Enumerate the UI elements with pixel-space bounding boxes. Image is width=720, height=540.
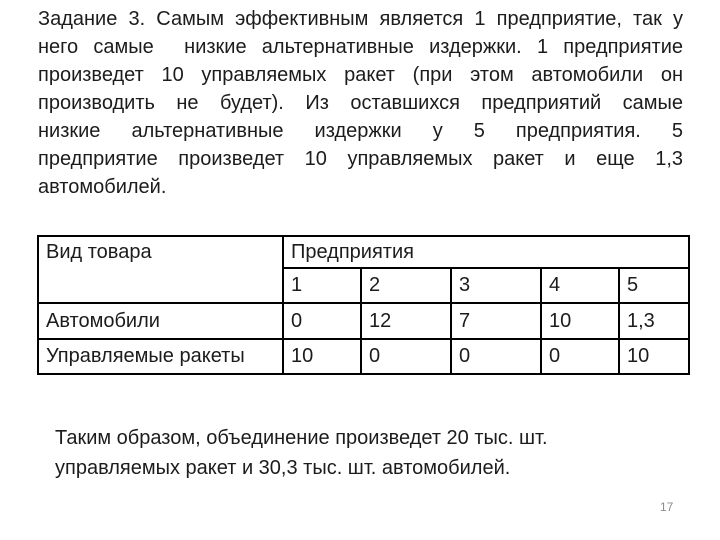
intro-line: автомобилей. xyxy=(38,176,167,198)
intro-paragraph xyxy=(38,5,683,201)
production-table xyxy=(37,235,690,375)
conclusion-line: управляемых ракет и 30,3 тыс. шт. автомобилей. xyxy=(55,457,511,479)
enterprise-number-cell: 2 xyxy=(361,268,451,303)
table-row-guided-missiles xyxy=(38,339,689,374)
enterprise-number-cell: 3 xyxy=(451,268,541,303)
table-row-automobiles xyxy=(38,303,689,339)
enterprise-number-cell: 4 xyxy=(541,268,619,303)
goods-type-header: Вид товара xyxy=(38,236,283,303)
missiles-value-cell: 10 xyxy=(283,339,361,374)
intro-line: него самые низкие альтернативные издержки. 1 предприятие xyxy=(38,36,683,58)
enterprises-header: Предприятия xyxy=(283,236,689,268)
page-number: 17 xyxy=(660,500,674,514)
enterprise-number-cell: 1 xyxy=(283,268,361,303)
intro-line: произведет 10 управляемых ракет (при этом автомобили он xyxy=(38,64,683,86)
missiles-value-cell: 10 xyxy=(619,339,689,374)
conclusion-line: Таким образом, объединение произведет 20 тыс. шт. xyxy=(55,427,548,449)
automobiles-value-cell: 10 xyxy=(541,303,619,339)
missiles-value-cell: 0 xyxy=(451,339,541,374)
intro-line: предприятие произведет 10 управляемых ракет и еще 1,3 xyxy=(38,148,683,170)
table-header-row xyxy=(38,236,689,268)
conclusion-paragraph xyxy=(55,423,675,483)
enterprise-number-cell: 5 xyxy=(619,268,689,303)
row-label-automobiles: Автомобили xyxy=(38,303,283,339)
missiles-value-cell: 0 xyxy=(541,339,619,374)
automobiles-value-cell: 7 xyxy=(451,303,541,339)
missiles-value-cell: 0 xyxy=(361,339,451,374)
row-label-guided-missiles: Управляемые ракеты xyxy=(38,339,283,374)
automobiles-value-cell: 12 xyxy=(361,303,451,339)
automobiles-value-cell: 0 xyxy=(283,303,361,339)
intro-line: производить не будет). Из оставшихся предприятий самые xyxy=(38,92,683,114)
intro-line: Задание 3. Самым эффективным является 1 предприятие, так у xyxy=(38,8,683,30)
intro-line: низкие альтернативные издержки у 5 предприятия. 5 xyxy=(38,120,683,142)
automobiles-value-cell: 1,3 xyxy=(619,303,689,339)
